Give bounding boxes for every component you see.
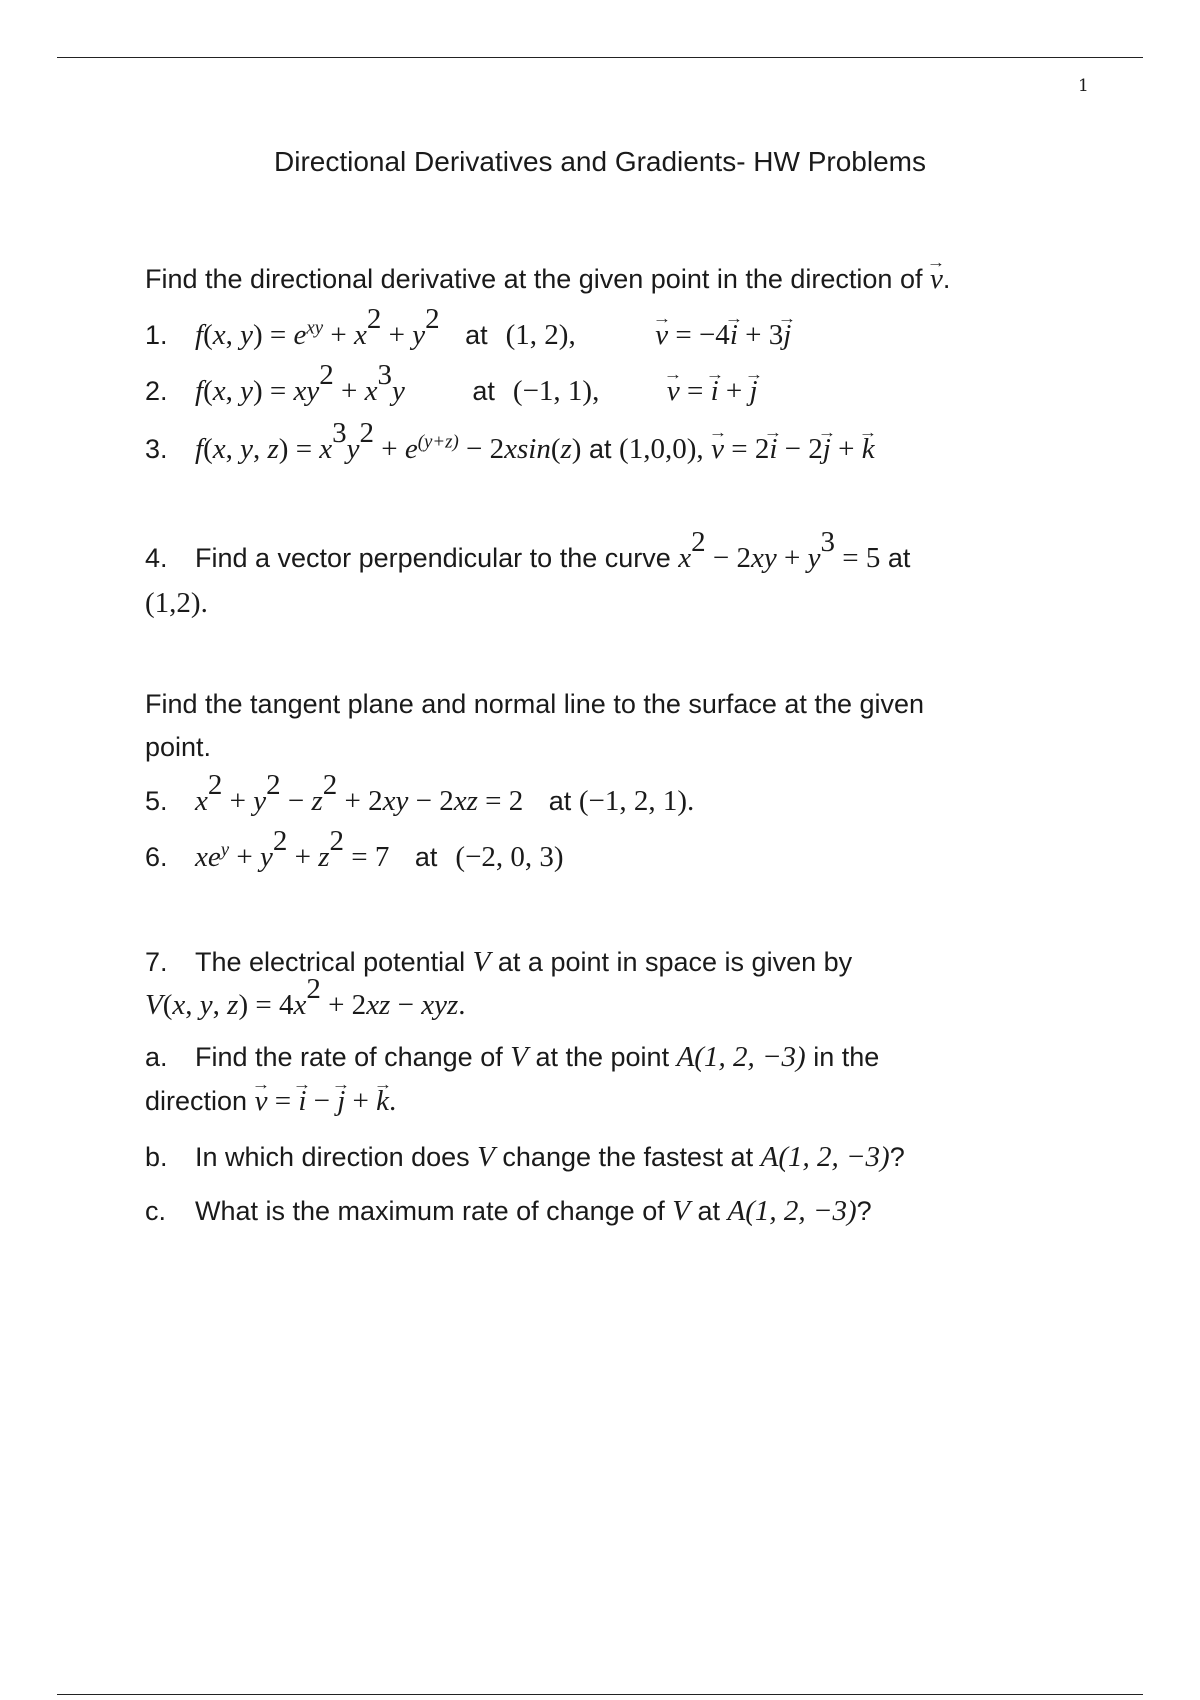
header-rule xyxy=(57,57,1143,58)
problem-4-point-value: (1,2). xyxy=(145,587,208,619)
problem-number: 6. xyxy=(145,842,168,872)
problem-number: 5. xyxy=(145,786,168,816)
problem-number: 2. xyxy=(145,376,168,406)
section2-instruction-line1: Find the tangent plane and normal line to the surface at the given xyxy=(145,689,925,719)
problem-point: (1, 2), xyxy=(505,319,576,351)
problem-point: (−1, 1), xyxy=(512,375,600,407)
problem-4: 4. Find a vector perpendicular to the curve $x^2 - 2xy + y^3 = 5$ at xyxy=(145,526,911,574)
problem-3: 3. f(x, y, $z) = x^3y^2 + e^{(y+z)} - 2xsin(z)$ at (1,0,0), → v = 2→ i − 2→ j + → k xyxy=(145,432,875,467)
problem-7 xyxy=(145,945,852,980)
problem-7-text-after: at a point in space is given by xyxy=(497,947,853,977)
problem-number: 3. xyxy=(145,434,168,464)
part-b-variable: V xyxy=(477,1141,495,1173)
problem-2: 2. f(x, $y) = xy^2 + x^3y$ at (−1, 1), → v = → i + → j xyxy=(145,374,758,409)
part-c-text1: What is the maximum rate of change of xyxy=(195,1196,665,1226)
potential-variable: V xyxy=(472,946,491,978)
section1-instruction-text: Find the directional derivative at the given point in the direction of xyxy=(145,264,923,294)
problem-number: 4. xyxy=(145,543,168,573)
problem-7-part-a-line2: direction → v = → i − → j + → k. xyxy=(145,1084,396,1119)
part-a-point: A(1, 2, −3) xyxy=(676,1041,806,1073)
problem-7-part-a xyxy=(145,1040,879,1075)
part-b-text1: In which direction does xyxy=(195,1142,470,1172)
problem-1: 1. f(x, $y) = e^{xy} + x^2 + y^2$ at (1, 2), → v = −4→ i + 3→ j xyxy=(145,318,791,353)
problem-point: (1,0,0), xyxy=(619,433,704,465)
at-word: at xyxy=(887,543,911,573)
part-c-point: A(1, 2, −3) xyxy=(727,1195,857,1227)
at-word: at xyxy=(414,842,438,872)
problem-4-point xyxy=(145,586,208,621)
problem-6: 6. $xe^y + y^2 + z^2 = 7$ at (−2, 0, 3) xyxy=(145,825,564,873)
part-b-text2: change the fastest at xyxy=(502,1142,754,1172)
direction-vector-symbol: → v xyxy=(930,262,943,297)
problem-7-part-b xyxy=(145,1140,905,1175)
problem-number: 1. xyxy=(145,320,168,350)
at-word: at xyxy=(472,376,495,406)
part-b-end: ? xyxy=(889,1142,905,1172)
problem-7-part-c xyxy=(145,1194,872,1229)
problem-7-equation: V(x, y, $z) = 4x^2 + 2xz$ − xyz. xyxy=(145,973,466,1021)
at-word: at xyxy=(548,786,572,816)
section2-instruction-line2: point. xyxy=(145,732,212,762)
problem-5: 5. $x^2 + y^2 - z^2 + 2xy - 2xz = 2$ at (−1, 2, 1). xyxy=(145,769,695,817)
part-c-end: ? xyxy=(856,1196,872,1226)
part-letter: b. xyxy=(145,1142,168,1172)
problem-4-text: Find a vector perpendicular to the curve xyxy=(195,543,671,573)
problem-number: 7. xyxy=(145,947,168,977)
footer-rule xyxy=(57,1694,1143,1695)
part-a-text1: Find the rate of change of xyxy=(195,1042,503,1072)
at-word: at xyxy=(588,434,612,464)
part-a-variable: V xyxy=(510,1041,528,1073)
part-a-text2: at the point xyxy=(535,1042,670,1072)
section1-instruction xyxy=(145,262,950,297)
part-a-direction-word: direction xyxy=(145,1086,248,1116)
problem-point: (−1, 2, 1). xyxy=(578,785,695,817)
part-c-variable: V xyxy=(672,1195,690,1227)
part-b-point: A(1, 2, −3) xyxy=(760,1141,890,1173)
page-number: 1 xyxy=(1078,76,1089,96)
part-letter: c. xyxy=(145,1196,167,1226)
problem-7-text: The electrical potential xyxy=(195,947,466,977)
part-c-text2: at xyxy=(697,1196,720,1226)
at-word: at xyxy=(465,320,488,350)
problem-point: (−2, 0, 3) xyxy=(455,841,564,873)
part-letter: a. xyxy=(145,1042,168,1072)
part-a-text3: in the xyxy=(813,1042,880,1072)
instruction-period: . xyxy=(942,264,951,294)
page-title: Directional Derivatives and Gradients- HW Problems xyxy=(274,146,926,177)
